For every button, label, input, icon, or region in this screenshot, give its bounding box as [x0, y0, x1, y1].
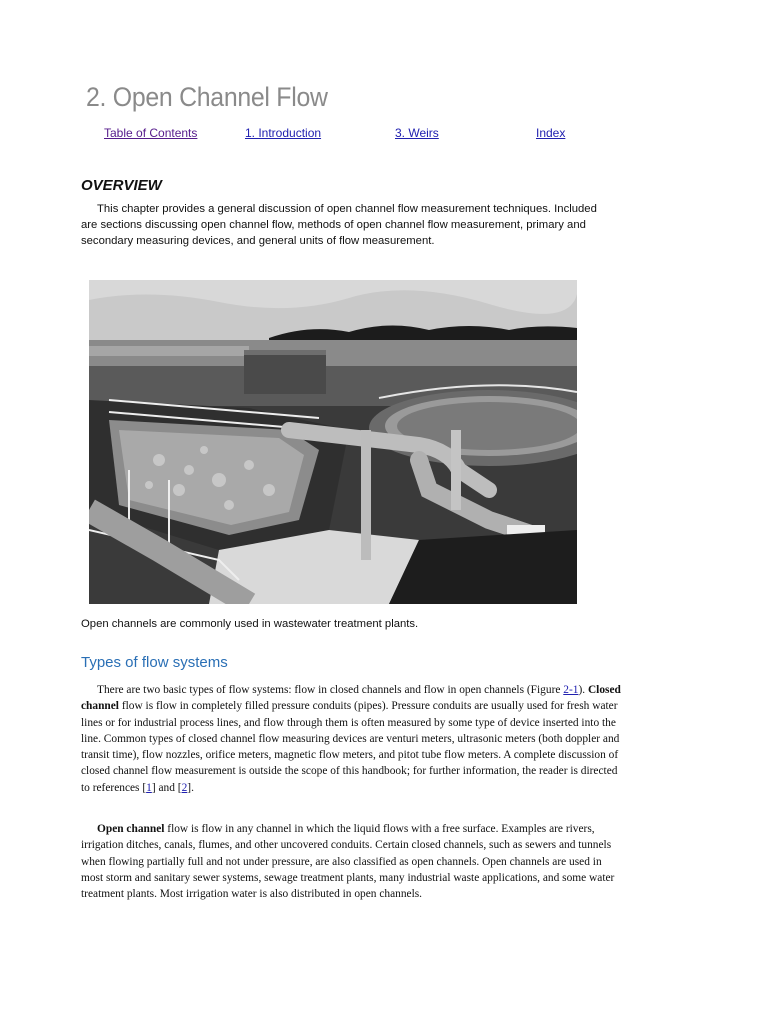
- overview-paragraph: This chapter provides a general discussion of open channel flow measurement techniques. Included are sections discussing open channel flow, methods of open channel flow measurement, primary and secondary measuring devices, and general units of flow measurement.: [81, 203, 597, 247]
- page-title: 2. Open Channel Flow: [86, 82, 328, 112]
- figure-2-1-link[interactable]: 2-1: [563, 684, 579, 696]
- closed-channel-term: Closed channel: [81, 684, 621, 713]
- nav-link-table-of-contents[interactable]: Table of Contents: [104, 126, 198, 140]
- open-channel-paragraph: Open channel flow is flow in any channel in which the liquid flows with a free surface. Examples are rivers, irrigation ditches, canals, flumes, and other uncovered conduits. Certain closed channels, such as sewers and tunnels when flowing partially full and not under pressure, are also classified as open channels. Open channels are used in most storm and sanitary sewer systems, sewage treatment plants, many industrial waste applications, and some water treatment plants. Most irrigation water is also distributed in open channels.: [81, 823, 615, 901]
- nav-link-index[interactable]: Index: [536, 126, 566, 140]
- open-channel-term: Open channel: [97, 823, 165, 835]
- nav-link-introduction[interactable]: 1. Introduction: [245, 126, 322, 140]
- nav-link-weirs[interactable]: 3. Weirs: [395, 126, 439, 140]
- reference-1-link[interactable]: 1: [146, 781, 152, 794]
- figure-caption: Open channels are commonly used in wastewater treatment plants.: [81, 618, 419, 630]
- closed-channel-paragraph: There are two basic types of flow systems: flow in closed channels and flow in open channels (Figure 2-1). Closed channel flow is flow in completely filled pressure conduits (pipes). Pressure conduits are usually used for fresh water lines or for industrial process lines, and flow through them is often measured by some type of device inserted into the line. Common types of closed channel flow measuring devices are venturi meters, ultrasonic meters (both doppler and transit time), flow nozzles, orifice meters, magnetic flow meters, and pitot tube flow meters. A complete discussion of closed channel flow measurement is outside the scope of this handbook; for further information, the reader is directed to references [1] and [2].: [81, 684, 621, 794]
- section-heading-types-of-flow-systems: Types of flow systems: [81, 654, 228, 671]
- overview-heading: OVERVIEW: [81, 177, 162, 194]
- wastewater-plant-photo: [89, 280, 577, 604]
- reference-2-link[interactable]: 2: [181, 781, 188, 794]
